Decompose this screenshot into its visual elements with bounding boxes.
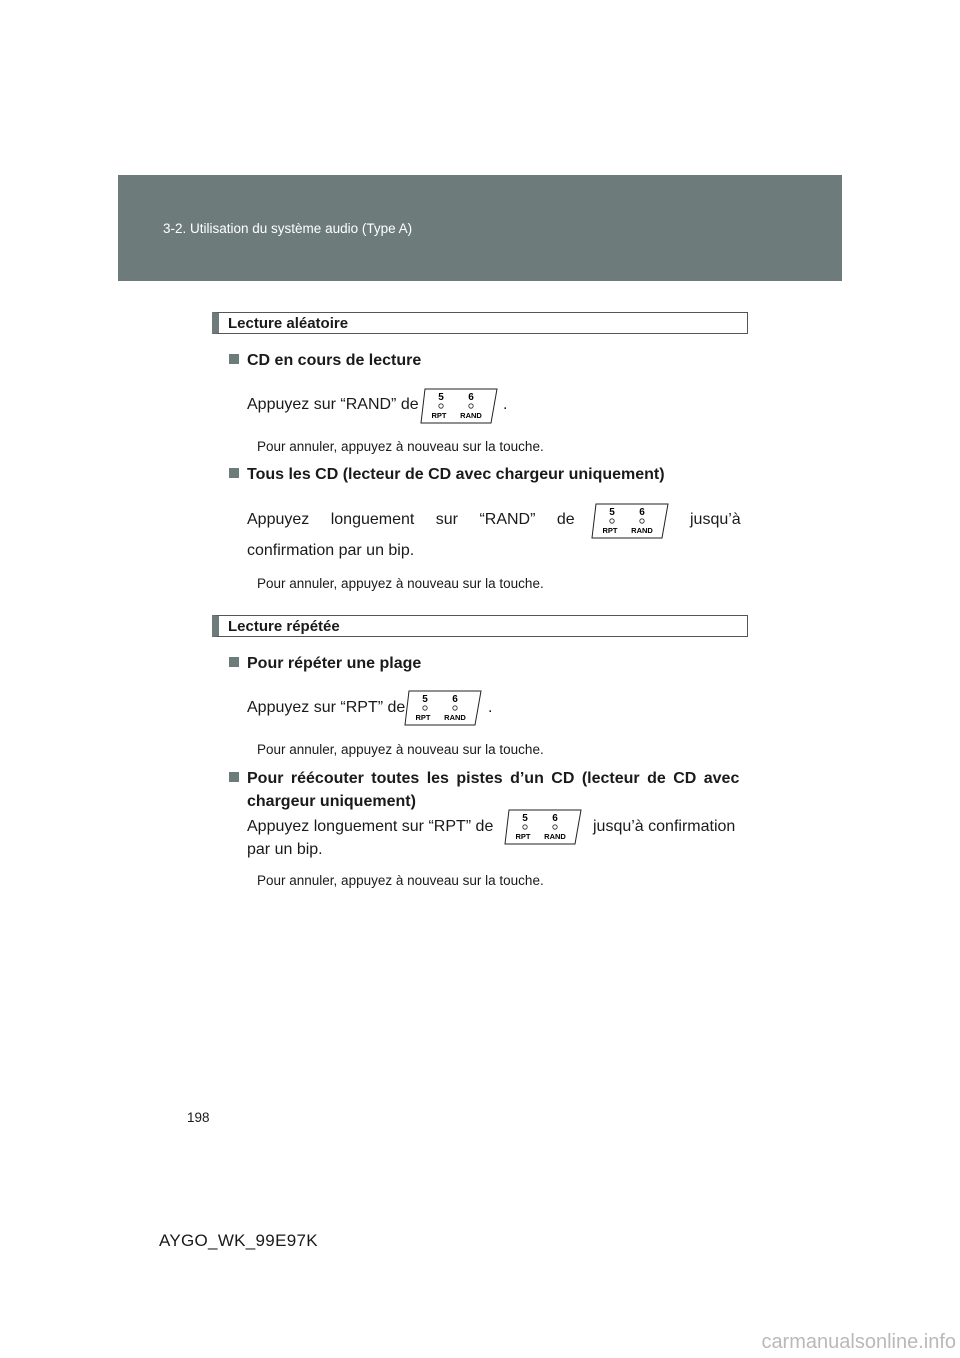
note-text: Pour annuler, appuyez à nouveau sur la touche.	[257, 873, 544, 888]
instruction-end: .	[503, 396, 508, 413]
subsection-heading: Pour réécouter toutes les pistes d’un CD (lecteur de CD avec	[229, 770, 739, 788]
rpt-rand-button-icon	[403, 690, 483, 726]
subsection-heading-line2: chargeur uniquement)	[247, 793, 416, 810]
square-bullet-icon	[229, 354, 239, 364]
instruction-text-line2: par un bip.	[247, 841, 323, 858]
subsection-heading: Pour répéter une plage	[229, 655, 421, 673]
rpt-rand-button-icon	[590, 503, 670, 539]
instruction-text: Appuyez longuement sur “RAND” de	[247, 511, 575, 528]
section-breadcrumb: 3-2. Utilisation du système audio (Type A)	[163, 221, 413, 236]
section-title-bar	[212, 312, 748, 334]
page-number: 198	[187, 1110, 210, 1125]
instruction-text-line2: confirmation par un bip.	[247, 542, 415, 559]
note-text: Pour annuler, appuyez à nouveau sur la touche.	[257, 742, 544, 757]
watermark: carmanualsonline.info	[761, 1331, 956, 1353]
square-bullet-icon	[229, 468, 239, 478]
note-text: Pour annuler, appuyez à nouveau sur la touche.	[257, 576, 544, 591]
instruction-text: Appuyez longuement sur “RPT” de	[247, 818, 494, 835]
rpt-rand-button-icon	[419, 388, 499, 424]
instruction-text: Appuyez sur “RAND” de	[247, 396, 419, 413]
subsection-heading: CD en cours de lecture	[229, 352, 421, 370]
note-text: Pour annuler, appuyez à nouveau sur la touche.	[257, 439, 544, 454]
instruction-end: jusqu’à confirmation	[593, 818, 736, 835]
section-title: Lecture répétée	[228, 618, 340, 635]
square-bullet-icon	[229, 772, 239, 782]
rpt-rand-button-icon	[503, 809, 583, 845]
document-code: AYGO_WK_99E97K	[159, 1231, 318, 1250]
instruction-end: .	[488, 699, 493, 716]
instruction-text: Appuyez sur “RPT” de	[247, 699, 406, 716]
instruction-end: jusqu’à	[690, 511, 741, 528]
square-bullet-icon	[229, 657, 239, 667]
section-title-bar	[212, 615, 748, 637]
subsection-heading: Tous les CD (lecteur de CD avec chargeur uniquement)	[229, 466, 665, 484]
section-title: Lecture aléatoire	[228, 315, 349, 332]
